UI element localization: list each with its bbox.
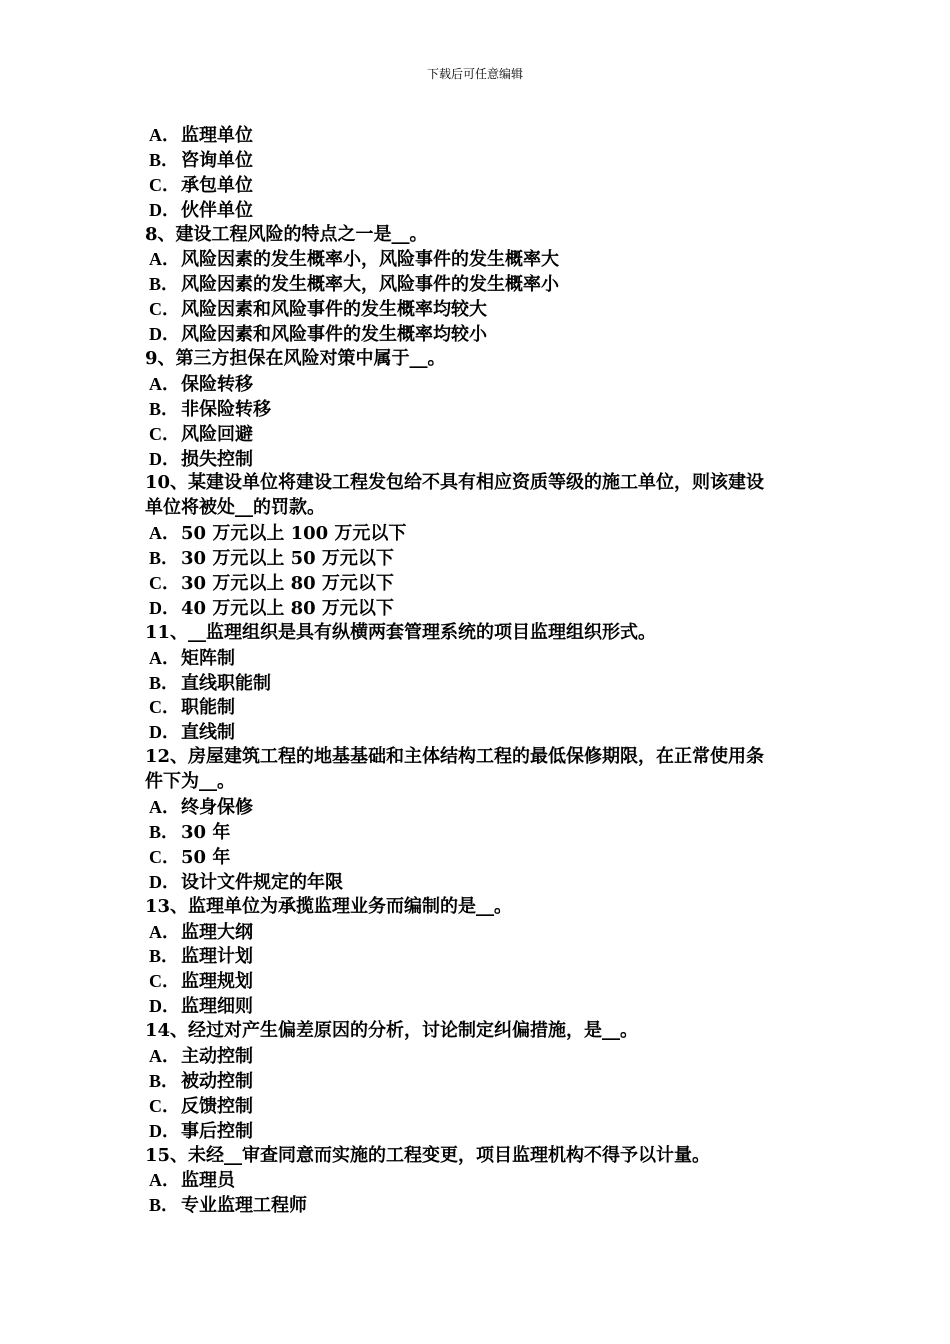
option-q8-b xyxy=(145,272,815,297)
option-text: 30 年 xyxy=(181,821,231,843)
option-q13-b xyxy=(145,944,815,969)
option-letter: B． xyxy=(149,821,180,842)
option-letter: C． xyxy=(149,971,180,992)
option-q7-a xyxy=(145,123,815,148)
option-text: 职能制 xyxy=(181,697,235,719)
option-letter: B． xyxy=(149,274,180,295)
option-letter: C． xyxy=(149,174,180,195)
option-letter: C． xyxy=(149,697,180,718)
option-q10-d xyxy=(145,596,815,621)
page-header: 下载后可任意编辑 xyxy=(426,67,523,81)
question-11: 11、__监理组织是具有纵横两套管理系统的项目监理组织形式。 xyxy=(145,621,657,643)
question-15: 15、未经__审查同意而实施的工程变更，项目监理机构不得予以计量。 xyxy=(145,1144,711,1166)
question-10-line-1: 10、某建设单位将建设工程发包给不具有相应资质等级的施工单位，则该建设 xyxy=(145,472,765,494)
option-q9-b xyxy=(145,397,815,422)
option-text: 50 年 xyxy=(181,846,231,868)
option-q9-a xyxy=(145,372,815,397)
option-text: 风险因素和风险事件的发生概率均较小 xyxy=(181,324,487,346)
option-q9-d xyxy=(145,447,815,472)
question-12-line-1: 12、房屋建筑工程的地基基础和主体结构工程的最低保修期限，在正常使用条 xyxy=(145,746,765,768)
option-q15-a xyxy=(145,1168,815,1193)
option-letter: A． xyxy=(149,373,180,394)
option-letter: D． xyxy=(149,324,180,345)
option-q11-a xyxy=(145,646,815,671)
option-text: 监理规划 xyxy=(181,971,253,993)
option-text: 直线制 xyxy=(181,722,235,744)
option-letter: D． xyxy=(149,996,180,1017)
option-letter: C． xyxy=(149,299,180,320)
option-text: 监理大纲 xyxy=(181,921,253,943)
option-q12-c xyxy=(145,845,815,870)
option-q10-a xyxy=(145,521,815,546)
option-letter: B． xyxy=(149,398,180,419)
option-letter: A． xyxy=(149,647,180,668)
option-q13-d xyxy=(145,994,815,1019)
option-q8-d xyxy=(145,322,815,347)
option-q7-c xyxy=(145,173,815,198)
option-letter: A． xyxy=(149,797,180,818)
option-q13-c xyxy=(145,969,815,994)
question-8: 8、建设工程风险的特点之一是__。 xyxy=(145,223,428,245)
option-letter: C． xyxy=(149,573,180,594)
option-letter: D． xyxy=(149,597,180,618)
option-text: 被动控制 xyxy=(181,1070,253,1092)
option-letter: A． xyxy=(149,921,180,942)
option-letter: C． xyxy=(149,1095,180,1116)
option-q10-c xyxy=(145,571,815,596)
option-q14-c xyxy=(145,1094,815,1119)
option-q7-d xyxy=(145,198,815,223)
option-q12-d xyxy=(145,870,815,895)
option-letter: B． xyxy=(149,548,180,569)
option-text: 咨询单位 xyxy=(181,149,253,171)
option-letter: C． xyxy=(149,846,180,867)
option-letter: A． xyxy=(149,523,180,544)
option-letter: D． xyxy=(149,722,180,743)
option-text: 承包单位 xyxy=(181,174,253,196)
option-text: 反馈控制 xyxy=(181,1095,253,1117)
option-text: 50 万元以上 100 万元以下 xyxy=(181,523,407,545)
option-text: 非保险转移 xyxy=(181,398,271,420)
option-text: 保险转移 xyxy=(181,373,253,395)
option-text: 40 万元以上 80 万元以下 xyxy=(181,597,394,619)
question-9: 9、第三方担保在风险对策中属于__。 xyxy=(145,348,446,370)
option-text: 监理计划 xyxy=(181,946,253,968)
option-letter: D． xyxy=(149,1120,180,1141)
option-q9-c xyxy=(145,422,815,447)
question-10-line-2: 单位将被处__的罚款。 xyxy=(145,497,325,519)
option-text: 事后控制 xyxy=(181,1120,253,1142)
option-q13-a xyxy=(145,920,815,945)
option-q12-a xyxy=(145,795,815,820)
option-q11-c xyxy=(145,695,815,720)
option-text: 矩阵制 xyxy=(181,647,235,669)
option-letter: B． xyxy=(149,672,180,693)
option-text: 终身保修 xyxy=(181,797,253,819)
option-letter: B． xyxy=(149,1195,180,1216)
option-text: 风险因素的发生概率大，风险事件的发生概率小 xyxy=(181,274,559,296)
option-text: 设计文件规定的年限 xyxy=(181,871,343,893)
option-q8-c xyxy=(145,297,815,322)
option-q11-d xyxy=(145,720,815,745)
option-letter: B． xyxy=(149,149,180,170)
option-q14-a xyxy=(145,1044,815,1069)
option-letter: B． xyxy=(149,946,180,967)
option-q11-b xyxy=(145,671,815,696)
option-q8-a xyxy=(145,247,815,272)
option-text: 30 万元以上 50 万元以下 xyxy=(181,548,394,570)
option-letter: A． xyxy=(149,1045,180,1066)
option-q12-b xyxy=(145,820,815,845)
option-letter: D． xyxy=(149,199,180,220)
option-q15-b xyxy=(145,1193,815,1218)
option-letter: D． xyxy=(149,871,180,892)
option-q14-d xyxy=(145,1119,815,1144)
option-text: 风险因素的发生概率小，风险事件的发生概率大 xyxy=(181,249,559,271)
option-text: 监理细则 xyxy=(181,996,253,1018)
option-text: 直线职能制 xyxy=(181,672,271,694)
question-14: 14、经过对产生偏差原因的分析，讨论制定纠偏措施，是__。 xyxy=(145,1020,639,1042)
question-12-line-2: 件下为__。 xyxy=(145,771,235,793)
option-text: 损失控制 xyxy=(181,448,253,470)
option-letter: C． xyxy=(149,423,180,444)
option-letter: A． xyxy=(149,125,180,145)
option-text: 专业监理工程师 xyxy=(181,1195,307,1217)
option-letter: D． xyxy=(149,448,180,469)
option-q7-b xyxy=(145,148,815,173)
question-13: 13、监理单位为承揽监理业务而编制的是__。 xyxy=(145,895,513,917)
option-text: 伙伴单位 xyxy=(181,199,253,221)
option-q10-b xyxy=(145,546,815,571)
option-letter: B． xyxy=(149,1070,180,1091)
document-body xyxy=(145,123,815,1218)
option-q14-b xyxy=(145,1069,815,1094)
option-letter: A． xyxy=(149,1170,180,1191)
option-text: 监理单位 xyxy=(181,125,253,146)
option-text: 风险回避 xyxy=(181,423,253,445)
option-text: 30 万元以上 80 万元以下 xyxy=(181,573,394,595)
option-text: 监理员 xyxy=(181,1170,235,1192)
option-text: 主动控制 xyxy=(181,1045,253,1067)
option-letter: A． xyxy=(149,249,180,270)
option-text: 风险因素和风险事件的发生概率均较大 xyxy=(181,299,487,321)
